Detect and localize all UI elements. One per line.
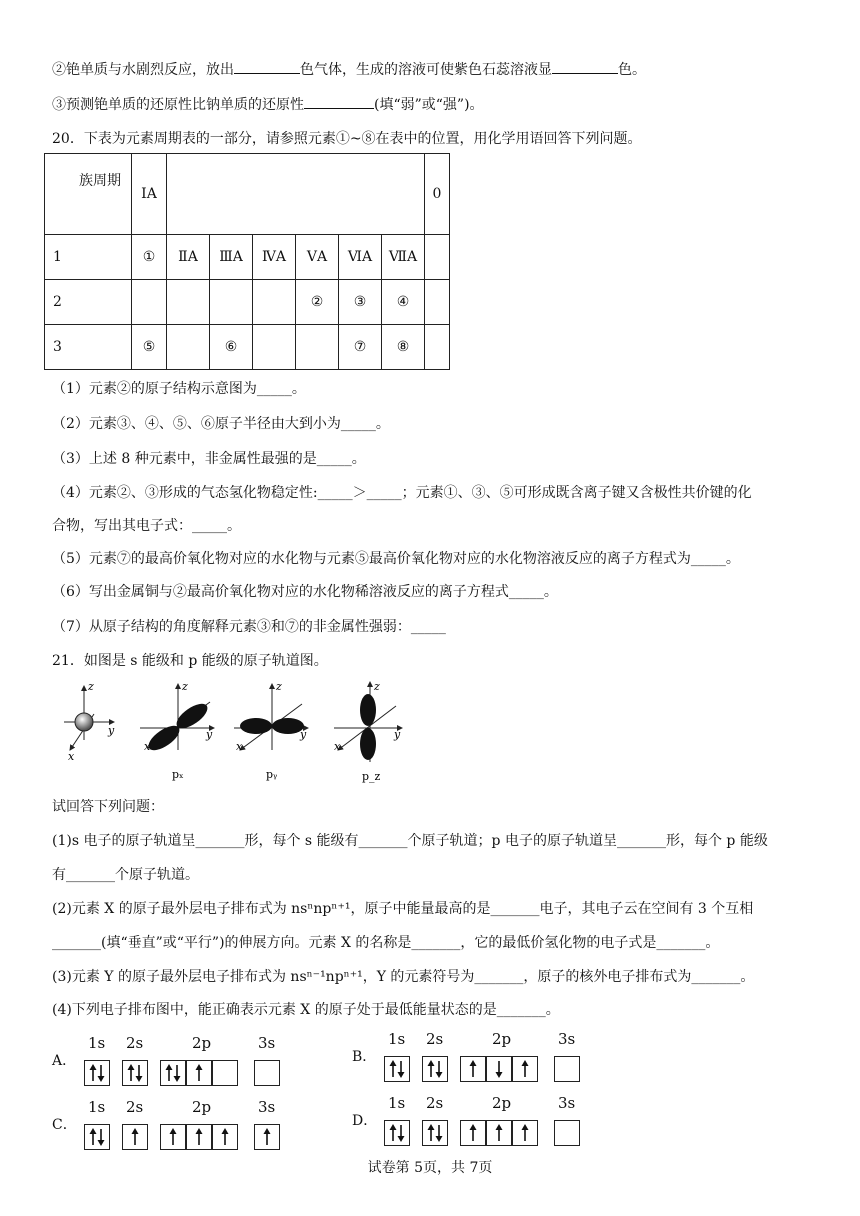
orbital-box [254,1060,280,1086]
up-arrow-icon [255,1125,279,1149]
table-cell [132,280,167,325]
paired-arrows-icon [423,1121,447,1145]
paired-arrows-icon [161,1061,185,1085]
pz-orbital [334,680,402,783]
header-ia: IA [132,154,167,235]
orbital-box [84,1060,110,1086]
empty-box-icon [213,1061,237,1085]
orbital-box [186,1124,212,1150]
empty-box-icon [255,1061,279,1085]
periodic-table [44,153,450,370]
answer-line-1b: 有_______个原子轨道。 [52,867,199,883]
table-cell: ⅦA [382,235,425,280]
axis-label: z [88,680,94,693]
orbital-label: 2p [192,1034,212,1052]
text-segment: 色气体，生成的溶液可使紫色石蕊溶液显 [300,62,552,78]
up-arrow-icon [487,1121,511,1145]
up-arrow-icon [187,1125,211,1149]
orbital-box [512,1120,538,1146]
axis-label: x [68,750,75,763]
table-cell: 1 [45,235,132,280]
table-row [45,235,450,280]
sub-question-2: （2）元素③、④、⑤、⑥原子半径由大到小为_____。 [52,416,390,432]
option-letter: A． [52,1053,77,1069]
question-20-title: 20．下表为元素周期表的一部分，请参照元素①~⑧在表中的位置，用化学用语回答下列问题。 [52,131,642,147]
sub-question-4a: （4）元素②、③形成的气态氢化物稳定性:_____＞_____；元素①、③、⑤可形成既含离子键又含极性共价键的化 [52,485,752,501]
header-0: 0 [425,154,450,235]
sub-question-6: （6）写出金属铜与②最高价氧化物对应的水化物稀溶液反应的离子方程式_____。 [52,584,558,600]
orbital-box [186,1060,212,1086]
orbital-box [384,1056,410,1082]
answer-blank[interactable] [552,59,618,74]
sub-question-3: （3）上述 8 种元素中，非金属性最强的是_____。 [52,451,366,467]
text-segment: 色。 [618,62,646,78]
text-segment: ③预测铯单质的还原性比钠单质的还原性 [52,97,304,113]
option-a[interactable] [52,1036,292,1092]
answer-blank[interactable] [304,94,374,109]
table-cell: ① [132,235,167,280]
table-cell: ⑤ [132,325,167,370]
axis-label: y [394,728,401,741]
orbital-box [554,1056,580,1082]
table-corner [45,154,132,235]
up-arrow-icon [461,1057,485,1081]
orbital-label: 3s [558,1094,576,1112]
table-cell: ② [296,280,339,325]
orbital-label: 2p [192,1098,212,1116]
paired-arrows-icon [423,1057,447,1081]
sub-question-7: （7）从原子结构的角度解释元素③和⑦的非金属性强弱：_____ [52,619,446,635]
orbital-label: 3s [258,1098,276,1116]
axis-label: y [300,728,307,741]
up-arrow-icon [213,1125,237,1149]
orbital-label: 2s [126,1034,144,1052]
axis-label: z [182,680,188,693]
orbital-label: 1s [388,1094,406,1112]
orbital-box [486,1056,512,1082]
axis-label: x [144,740,151,753]
paired-arrows-icon [85,1061,109,1085]
orbital-label: 1s [88,1098,106,1116]
table-cell: ⅣA [253,235,296,280]
orbital-box [212,1124,238,1150]
answer-line-2b: _______(填“垂直”或“平行”)的伸展方向。元素 X 的名称是_______，它的最低价氢化物的电子式是_______。 [52,935,720,951]
table-cell [296,325,339,370]
table-cell: ⅢA [210,235,253,280]
table-cell: ⅥA [339,235,382,280]
orbital-box [460,1120,486,1146]
prompt-line: 试回答下列问题： [52,799,164,815]
orbital-label: 2p [492,1030,512,1048]
table-cell [167,325,210,370]
up-arrow-icon [161,1125,185,1149]
orbital-box [212,1060,238,1086]
header-span [167,154,425,235]
orbital-box [384,1120,410,1146]
orbital-label: 1s [88,1034,106,1052]
orbital-diagram [60,680,420,790]
sub-question-5: （5）元素⑦的最高价氧化物对应的水化物与元素⑤最高价氧化物对应的水化物溶液反应的离子方程式为_____。 [52,551,740,567]
table-cell [425,325,450,370]
paired-arrows-icon [385,1121,409,1145]
py-orbital [234,680,308,781]
option-b[interactable] [352,1032,592,1088]
up-arrow-icon [187,1061,211,1085]
table-cell [425,280,450,325]
orbital-label-pz: p_z [362,770,381,783]
answer-line-4: (4)下列电子排布图中，能正确表示元素 X 的原子处于最低能量状态的是_______。 [52,1002,560,1018]
paired-arrows-icon [85,1125,109,1149]
table-cell: ⅡA [167,235,210,280]
orbital-label: 2s [426,1030,444,1048]
paired-arrows-icon [385,1057,409,1081]
table-cell: ⑦ [339,325,382,370]
orbital-box [460,1056,486,1082]
sub-question-1: （1）元素②的原子结构示意图为_____。 [52,381,306,397]
table-cell [253,325,296,370]
orbital-label-px: pₓ [172,768,184,781]
table-cell: ⅤA [296,235,339,280]
answer-line-3: (3)元素 Y 的原子最外层电子排布式为 nsⁿ⁻¹npⁿ⁺¹，Y 的元素符号为_______，原子的核外电子排布式为_______。 [52,969,755,985]
orbital-label: 2s [126,1098,144,1116]
table-cell: ⑧ [382,325,425,370]
orbital-label: 3s [558,1030,576,1048]
question-21-title: 21．如图是 s 能级和 p 能级的原子轨道图。 [52,653,328,669]
axis-label: z [374,680,380,693]
axis-label: y [206,728,213,741]
option-c[interactable] [52,1100,292,1156]
axis-label: y [108,724,115,737]
table-cell: ④ [382,280,425,325]
empty-box-icon [555,1121,579,1145]
page-footer: 试卷第 5页，共 7页 [367,1160,493,1176]
orbital-label: 1s [388,1030,406,1048]
orbital-box [422,1120,448,1146]
table-cell [425,235,450,280]
answer-blank[interactable] [234,59,300,74]
text-segment: ②铯单质与水剧烈反应，放出 [52,62,234,78]
text-line-1 [52,59,646,80]
option-letter: D． [352,1113,378,1129]
up-arrow-icon [461,1121,485,1145]
table-cell: ③ [339,280,382,325]
table-cell [253,280,296,325]
orbital-label: 3s [258,1034,276,1052]
orbital-box [422,1056,448,1082]
option-letter: C． [52,1117,77,1133]
axis-label: x [334,740,341,753]
up-arrow-icon [123,1125,147,1149]
down-arrow-icon [487,1057,511,1081]
orbital-box [84,1124,110,1150]
text-line-2 [52,94,484,115]
answer-line-1a: (1)s 电子的原子轨道呈_______形，每个 s 能级有_______个原子轨道；p 电子的原子轨道呈_______形，每个 p 能级 [52,833,768,849]
corner-label: 族周期 [79,173,121,189]
px-orbital [140,680,214,781]
table-cell: ⑥ [210,325,253,370]
orbital-box [486,1120,512,1146]
orbital-box [122,1060,148,1086]
orbital-box [160,1124,186,1150]
orbital-box [554,1120,580,1146]
answer-line-2a: (2)元素 X 的原子最外层电子排布式为 nsⁿnpⁿ⁺¹，原子中能量最高的是_______电子，其电子云在空间有 3 个互相 [52,901,754,917]
orbital-label: 2s [426,1094,444,1112]
up-arrow-icon [513,1057,537,1081]
s-orbital [64,680,115,763]
up-arrow-icon [513,1121,537,1145]
table-cell [167,280,210,325]
empty-box-icon [555,1057,579,1081]
axis-label: x [236,740,243,753]
axis-label: z [276,680,282,693]
sub-question-4b: 合物，写出其电子式：_____。 [52,518,241,534]
table-cell: 2 [45,280,132,325]
table-cell: 3 [45,325,132,370]
orbital-box [122,1124,148,1150]
text-segment: (填“弱”或“强”)。 [374,97,484,113]
option-d[interactable] [352,1096,592,1152]
orbital-box [512,1056,538,1082]
paired-arrows-icon [123,1061,147,1085]
orbital-label: 2p [492,1094,512,1112]
option-letter: B． [352,1049,377,1065]
orbital-box [160,1060,186,1086]
orbital-box [254,1124,280,1150]
table-row [45,280,450,325]
orbital-label-py: pᵧ [266,768,278,781]
table-row [45,325,450,370]
table-cell [210,280,253,325]
